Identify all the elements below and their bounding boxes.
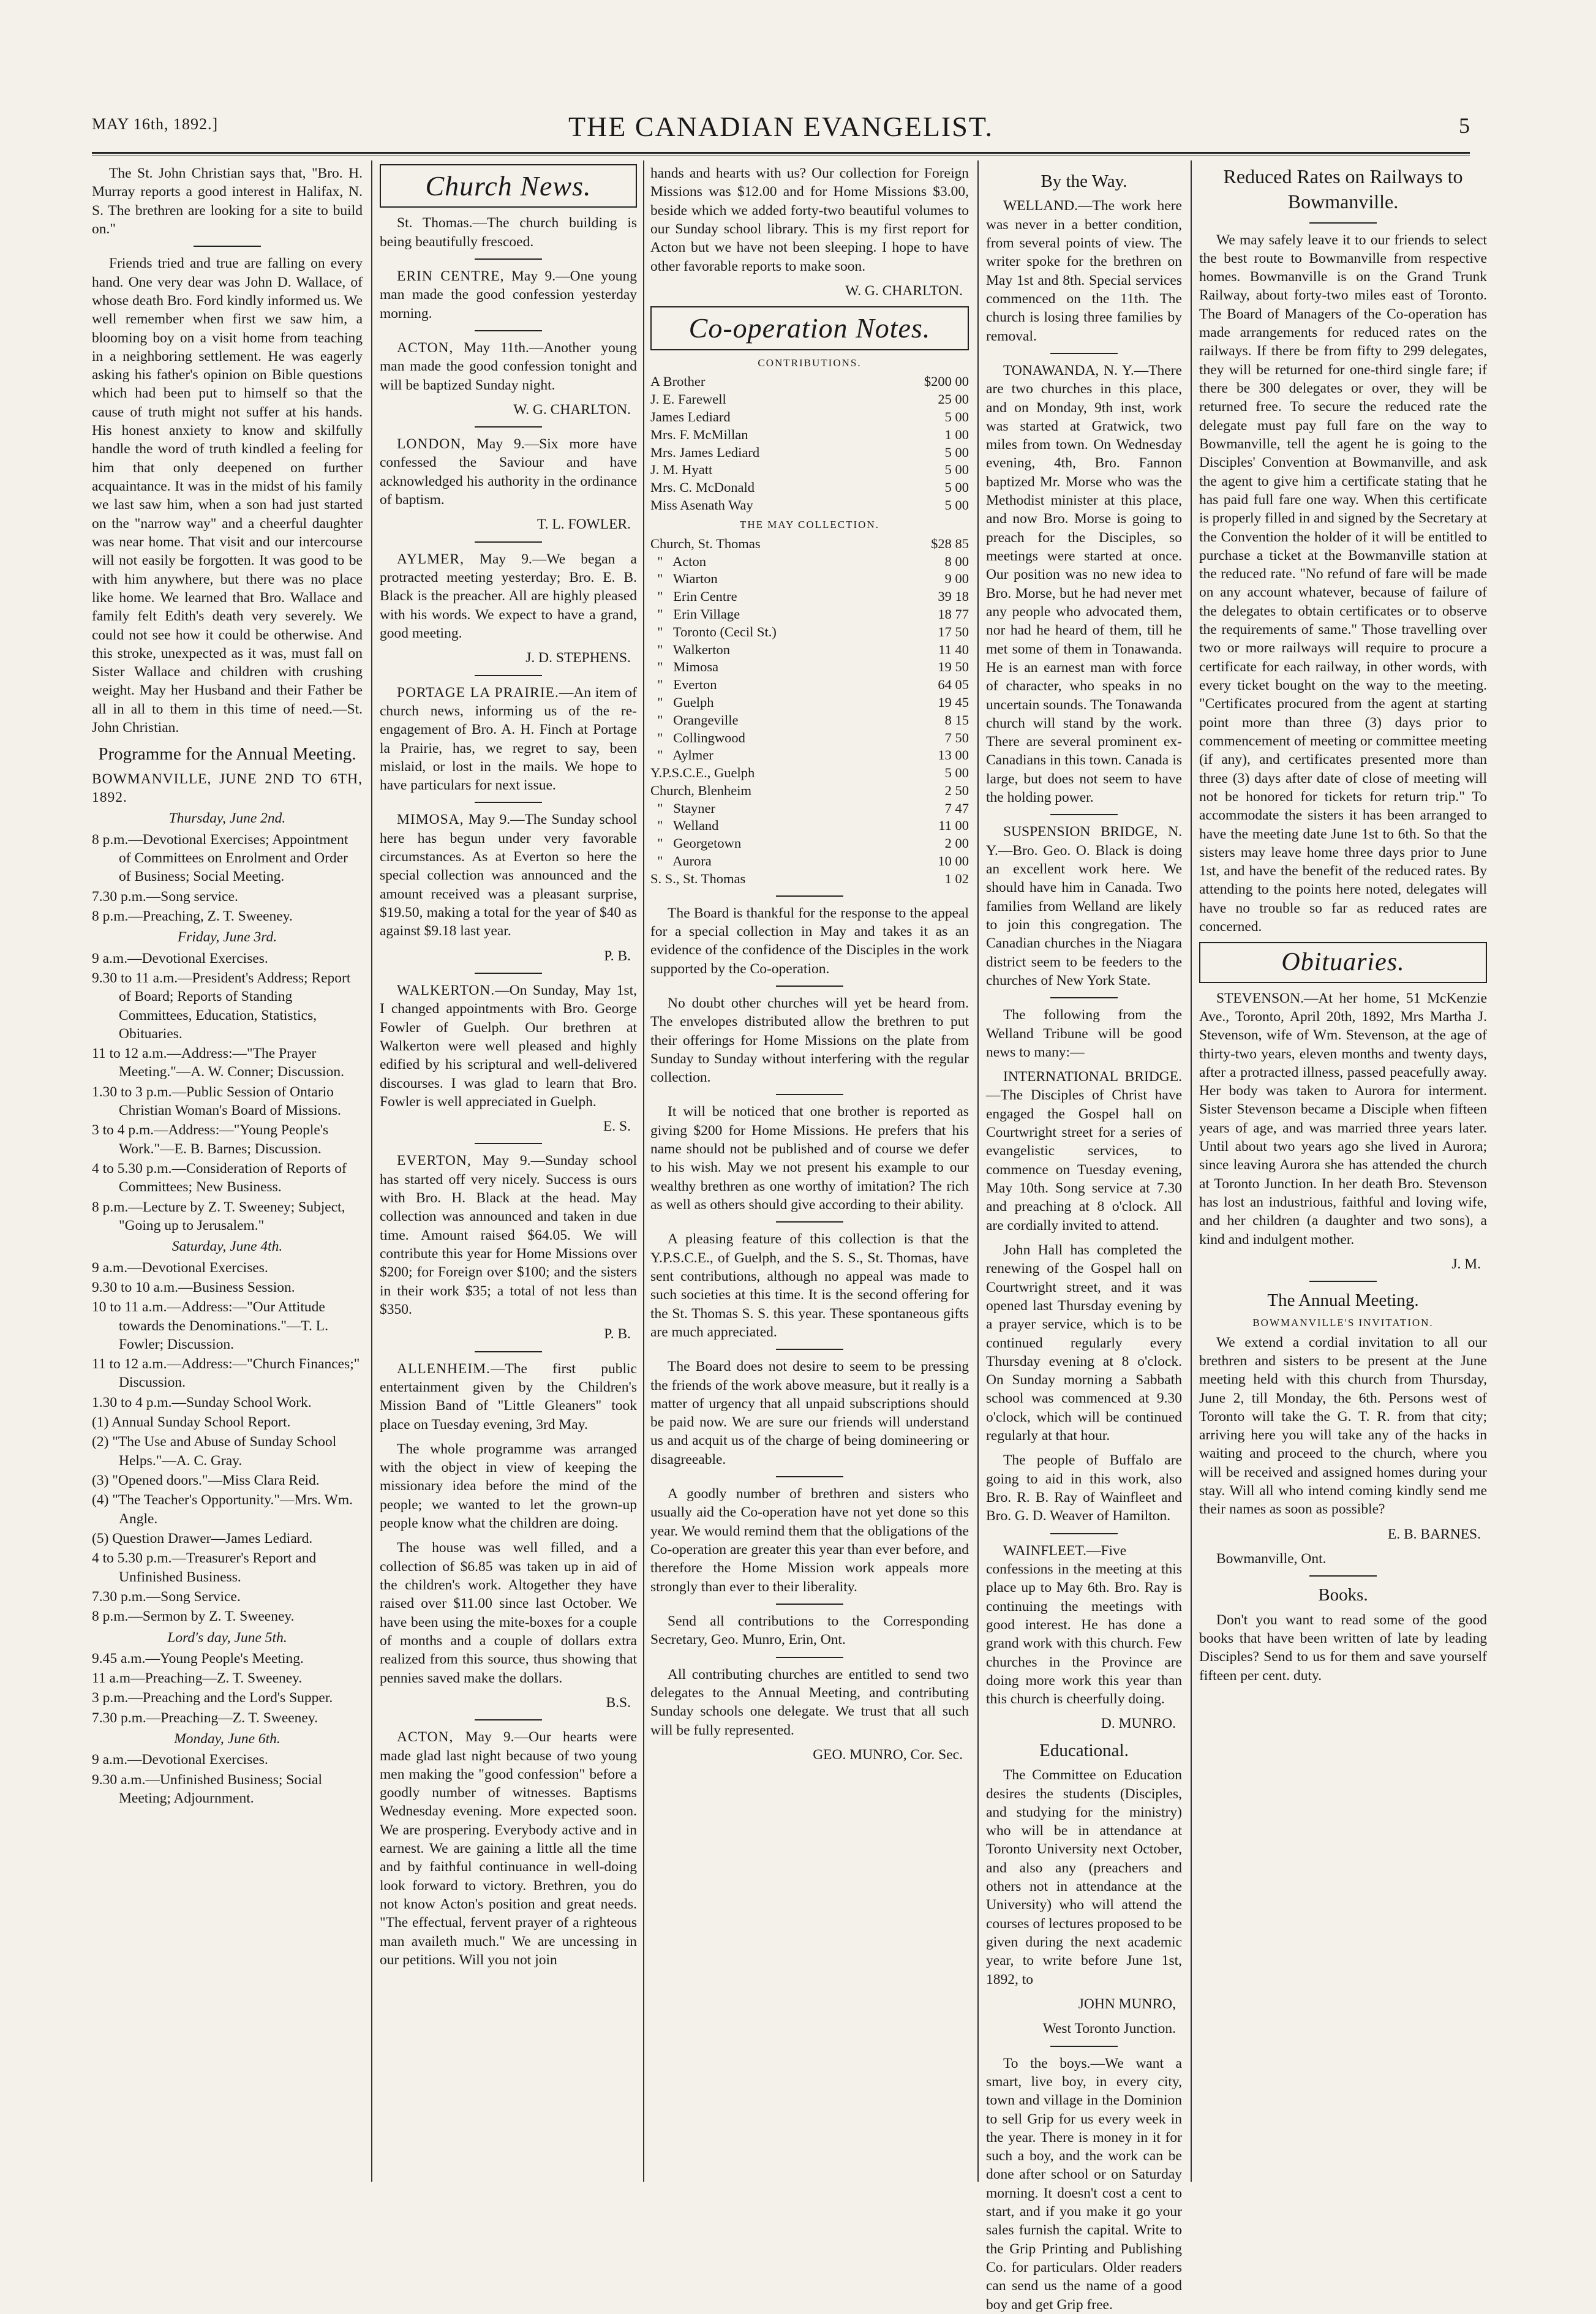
contributor-name: " Erin Village (650, 606, 740, 622)
contributor-name: " Erin Centre (650, 589, 737, 605)
column-4 (986, 164, 1182, 2313)
separator (776, 895, 843, 897)
programme-item: 9 a.m.—Devotional Exercises. (92, 1259, 268, 1276)
news-signature: J. D. STEPHENS. (525, 650, 631, 666)
annual-meeting-signature: E. B. BARNES. (1387, 1526, 1481, 1542)
contribution-amount: 11 40 (938, 641, 969, 657)
separator (475, 330, 542, 331)
contribution-amount: 18 77 (938, 606, 969, 622)
obituary-signature: J. M. (1451, 1256, 1481, 1272)
contribution-amount: 19 50 (938, 659, 969, 675)
btw-paragraph: The people of Buffalo are going to aid in this work, also Bro. R. B. Ray of Wainfleet and Bro. G. D. Weaver of Hamilton. (986, 1452, 1182, 1524)
contribution-amount: 1 02 (944, 870, 969, 886)
news-item (380, 1360, 637, 1434)
programme-dateline: BOWMANVILLE, JUNE 2ND TO 6TH, 1892. (92, 771, 363, 806)
contributor-name: Mrs. C. McDonald (650, 480, 755, 496)
news-item (380, 810, 637, 965)
news-item (380, 550, 637, 668)
contribution-amount: $200 00 (924, 374, 969, 390)
contribution-amount: 39 18 (938, 589, 969, 605)
programme-item: 1.30 to 4 p.m.—Sunday School Work. (92, 1394, 312, 1411)
boys-notice: To the boys.—We want a smart, live boy, in every city, town and village in the Dominion to sell Grip for us every week in the year. There is money in it for such a boy, and the work can be done after school or on Saturday morning. It doesn't cost a cent to start, and if you make it go your sales furnish the capital. Write to the Grip Printing and Publishing Co. for particulars. Older readers can send us the name of a good boy and get Grip free. (986, 2055, 1182, 2313)
contribution-amount: 10 00 (938, 853, 969, 869)
separator (1050, 814, 1118, 815)
separator (776, 1657, 843, 1658)
separator (475, 258, 542, 260)
contribution-row (650, 782, 969, 800)
separator (475, 675, 542, 676)
may-collection-list (650, 535, 969, 888)
separator (1309, 1575, 1377, 1577)
separator (1050, 353, 1118, 354)
cooperation-banner (650, 306, 969, 350)
contribution-amount: 19 45 (938, 694, 969, 710)
contributor-name: " Stayner (650, 800, 716, 816)
btw-paragraph: WAINFLEET.—Five confessions in the meeting at this place up to May 6th. Bro. Ray is continuing the meetings with good interest. He has done a grand work with this church. Few churches in the Province are doing more work this year than this church is cheerfully doing. (986, 1542, 1182, 1708)
programme-item: 8 p.m.—Lecture by Z. T. Sweeney; Subject, "Going up to Jerusalem." (92, 1199, 345, 1234)
separator (776, 1604, 843, 1605)
programme-item: (5) Question Drawer—James Lediard. (92, 1530, 313, 1547)
contribution-row (650, 624, 969, 641)
contribution-amount: 5 00 (944, 444, 969, 460)
acton-continued: hands and hearts with us? Our collection for Foreign Missions was $12.00 and for Home Missions $3.00, beside which we added forty-two beautiful volumes to our Sunday school library. This is my first report for Acton but we have not been sleeping. I hope to have other favorable reports to make soon. (650, 165, 969, 274)
contribution-amount: 7 47 (944, 800, 969, 816)
column-3 (650, 164, 969, 2185)
issue-date: MAY 16th, 1892.] (92, 115, 219, 133)
programme-item: (1) Annual Sunday School Report. (92, 1414, 291, 1431)
may-collection-heading: THE MAY COLLECTION. (740, 518, 879, 530)
programme-item: (2) "The Use and Abuse of Sunday School Helps."—A. C. Gray. (92, 1434, 337, 1469)
btw-paragraph: John Hall has completed the renewing of the Gospel hall on Courtwright street, and it was opened last Thursday evening by a prayer service, which is to be continued regularly every Thursday evening at 8 o'clock. On Sunday morning a Sabbath school was commenced at 9.30 o'clock, which will be continued regularly at that hour. (986, 1242, 1182, 1444)
contribution-amount: 5 00 (944, 480, 969, 496)
separator (1309, 1281, 1377, 1282)
by-the-way-title: By the Way. (1041, 171, 1127, 191)
separator (475, 1719, 542, 1720)
educational-text: The Committee on Education desires the students (Disciples, and studying for the ministry) who will be in attendance at Toronto University next October, and also any (preachers and others not in attendance at the University) who will attend the courses of lectures proposed to be given during the next academic year, to write before June 1st, 1892, to (986, 1767, 1182, 1988)
contributor-name: Church, St. Thomas (650, 535, 761, 551)
btw-paragraph: WELLAND.—The work here was never in a better condition, from several points of view. The writer spoke for the brethren on May 1st and 8th. Special services commenced on the 11th. The church is losing three families by removal. (986, 198, 1182, 344)
coop-paragraph: The Board is thankful for the response to the appeal for a special collection in May and takes it as an evidence of the confidence of the Disciples in the work supported by the Co-operation. (650, 905, 969, 977)
contribution-row (650, 676, 969, 694)
obituaries-title: Obituaries. (1281, 948, 1405, 977)
news-item (380, 684, 637, 795)
contribution-row (650, 391, 969, 409)
page-number: 5 (1459, 113, 1470, 138)
column-divider (1191, 160, 1192, 2182)
column-divider (371, 160, 372, 2182)
btw-signature: D. MUNRO. (1101, 1716, 1176, 1732)
contribution-row (650, 729, 969, 747)
coop-paragraph: All contributing churches are entitled to send two delegates to the Annual Meeting, and contributing Sunday schools one delegate. We trust that all such will be fully represented. (650, 1666, 969, 1738)
contribution-amount: 7 50 (944, 729, 969, 745)
programme-item: 11 a.m—Preaching—Z. T. Sweeney. (92, 1670, 303, 1687)
news-text: —The first public entertainment given by the Children's Mission Band of "Little Gleaners" took place on Tuesday evening, 3rd May. (380, 1360, 637, 1433)
news-item (380, 1728, 637, 1969)
contributor-name: J. E. Farewell (650, 391, 726, 407)
coop-paragraph: Send all contributions to the Corresponding Secretary, Geo. Munro, Erin, Ont. (650, 1613, 969, 1648)
reduced-rates-title: Reduced Rates on Railways to Bowmanville. (1223, 165, 1463, 213)
news-dateline: PORTAGE LA PRAIRIE. (397, 684, 559, 701)
separator (776, 986, 843, 987)
educational-signature: JOHN MUNRO, (1078, 1996, 1176, 2012)
contributor-name: " Orangeville (650, 712, 739, 728)
separator (776, 1476, 843, 1477)
contribution-row (650, 606, 969, 624)
btw-paragraph: SUSPENSION BRIDGE, N. Y.—Bro. Geo. O. Black is doing an excellent work here. We should have him in Canada. Two families from Welland are likely to join this congregation. The Canadian churches in the Niagara district seem to be feeders to the churches of New York State. (986, 824, 1182, 989)
contributor-name: " Collingwood (650, 729, 745, 745)
contribution-row (650, 461, 969, 479)
contribution-amount: 9 00 (944, 571, 969, 587)
contribution-row (650, 641, 969, 659)
news-dateline: LONDON, (397, 436, 466, 453)
coop-signature: GEO. MUNRO, Cor. Sec. (813, 1746, 963, 1763)
news-text: —An item of church news, informing us of the re-engagement of Bro. A. H. Finch at Portage la Prairie, has, we regret to say, been mislaid, or lost in the mails. We hope to have particulars for next issue. (380, 684, 637, 794)
programme-item: 9 a.m.—Devotional Exercises. (92, 1752, 268, 1768)
educational-signature-place: West Toronto Junction. (1042, 2021, 1176, 2037)
contribution-amount: 1 00 (944, 426, 969, 442)
news-dateline: ACTON, (397, 1729, 454, 1746)
programme-item: 7.30 p.m.—Song Service. (92, 1588, 241, 1605)
contributor-name: " Wiarton (650, 571, 718, 587)
programme-item: 11 to 12 a.m.—Address:—"The Prayer Meeting."—A. W. Conner; Discussion. (92, 1046, 344, 1080)
masthead-title: THE CANADIAN EVANGELIST. (568, 111, 994, 142)
column-5 (1199, 164, 1487, 2185)
news-item (380, 267, 637, 323)
news-text: May 9.—One young man made the good confession yesterday morning. (380, 268, 638, 322)
news-signature: T. L. FOWLER. (537, 516, 631, 533)
contribution-amount: 5 00 (944, 497, 969, 513)
day-heading: Lord's day, June 5th. (167, 1629, 287, 1646)
news-signature: E. S. (603, 1118, 631, 1135)
separator (1050, 997, 1118, 998)
btw-paragraph: The following from the Welland Tribune will be good news to many:— (986, 1007, 1182, 1060)
separator (1050, 2046, 1118, 2047)
contribution-amount: 17 50 (938, 624, 969, 639)
news-dateline: WALKERTON. (397, 982, 495, 998)
annual-meeting-subtitle: BOWMANVILLE'S INVITATION. (1252, 1316, 1434, 1328)
separator (475, 973, 542, 974)
contribution-row (650, 870, 969, 888)
contributor-name: " Mimosa (650, 659, 719, 675)
contributor-name: " Aurora (650, 853, 712, 869)
programme-item: 8 p.m.—Preaching, Z. T. Sweeney. (92, 908, 293, 924)
programme-item: 10 to 11 a.m.—Address:—"Our Attitude towards the Denominations."—T. L. Fowler; Discussion. (92, 1299, 329, 1352)
contribution-row (650, 570, 969, 588)
contributor-name: Miss Asenath Way (650, 497, 753, 513)
programme-item: 3 p.m.—Preaching and the Lord's Supper. (92, 1690, 333, 1706)
news-dateline: ALLENHEIM. (397, 1360, 491, 1377)
news-item (380, 1440, 637, 1533)
column-2 (380, 164, 637, 2185)
column-divider (977, 160, 979, 2182)
programme-item: (3) "Opened doors."—Miss Clara Reid. (92, 1472, 320, 1489)
contribution-row (650, 588, 969, 606)
contribution-amount: 5 00 (944, 462, 969, 478)
contribution-amount: 8 00 (944, 553, 969, 569)
separator (475, 541, 542, 543)
column-divider (643, 160, 644, 2182)
contribution-row (650, 444, 969, 462)
contribution-row (650, 835, 969, 853)
contributor-name: J. M. Hyatt (650, 462, 713, 478)
contribution-amount: 13 00 (938, 747, 969, 763)
contributor-name: " Guelph (650, 694, 714, 710)
news-item (380, 435, 637, 534)
separator (776, 1094, 843, 1095)
contribution-row (650, 497, 969, 514)
programme-item: 3 to 4 p.m.—Address:—"Young People's Work."—E. B. Barnes; Discussion. (92, 1122, 329, 1157)
news-text: May 9.—Sunday school has started off very nicely. Success is ours with Bro. H. Black at the head. May collection was announced and taken in due time. Amount raised $64.05. We will contribute this year for Home Missions over $200; for Foreign over $100; and the sisters in their work $35; a total of not less than $350. (380, 1153, 637, 1317)
news-signature: B.S. (606, 1694, 631, 1711)
contribution-row (650, 764, 969, 782)
separator (475, 426, 542, 428)
contribution-row (650, 712, 969, 729)
contributor-name: " Aylmer (650, 747, 713, 763)
contribution-amount: 5 00 (944, 765, 969, 781)
contribution-row (650, 409, 969, 426)
annual-meeting-title: The Annual Meeting. (1267, 1291, 1419, 1311)
cooperation-title: Co-operation Notes. (688, 312, 931, 344)
contribution-row (650, 694, 969, 712)
contribution-row (650, 658, 969, 676)
contribution-amount: $28 85 (931, 535, 969, 551)
books-text: Don't you want to read some of the good books that have been written of late by leading Disciples? Send to us for them and save yourself fifteen per cent. duty. (1199, 1611, 1487, 1684)
news-text: May 9.—Our hearts were made glad last night because of two young men making the "good confession" before a goodly number of witnesses. Baptisms Wednesday evening. More expected soon. We are prospering. Everybody active and in earnest. We are gaining a little all the time and by faithful continuance in well-doing look forward to victory. Brethren, you do not know Acton's position and great needs. "The effectual, fervent prayer of a righteous man availeth much." We are uncessing in our petitions. Will you not join (380, 1729, 638, 1968)
educational-title: Educational. (1039, 1740, 1129, 1760)
news-text: May 9.—We began a protracted meeting yesterday; Bro. E. B. Black is the preacher. All are highly pleased with his words. We expect to have a grand, good meeting. (380, 551, 637, 641)
programme-item: 9.30 to 11 a.m.—President's Address; Report of Board; Reports of Standing Committees, Education, Statistics, Obituaries. (92, 970, 351, 1042)
news-item (380, 981, 637, 1136)
separator (194, 246, 261, 247)
news-text: St. Thomas.—The church building is being beautifully frescoed. (380, 215, 637, 250)
contributor-name: Mrs. James Lediard (650, 444, 760, 460)
contribution-row (650, 426, 969, 444)
btw-paragraph: TONAWANDA, N. Y.—There are two churches in this place, and on Monday, 9th inst, work was started at Gratwick, two miles from town. On Wednesday evening, 4th, Bro. Fannon baptized Mr. Morse who was the Methodist minister at this place, and now Bro. Morse is going to preach for the Disciples, so meetings were started at once. Our position was no new idea to Bro. Morse, but he had never met any people who advocated them, nor had he heard of them, till he met some of them in Tonawanda. He is an earnest man with force of character, who speaks in no uncertain sounds. The Tonawanda church will stand by the work. There are several prominent ex-Canadians in this town. Canada is large, but does not seem to have the holding power. (986, 362, 1182, 806)
contribution-row (650, 535, 969, 553)
btw-paragraph: INTERNATIONAL BRIDGE.—The Disciples of Christ have engaged the Gospel hall on Courtwright street for a series of evangelistic services, to commence on Tuesday evening, May 10th. Song service at 7.30 and preaching at 8 o'clock. All are cordially invited to attend. (986, 1069, 1182, 1234)
wallace-article: Friends tried and true are falling on every hand. One very dear was John D. Wallace, of whose death Bro. Ford kindly informed us. We well remember when first we saw him, a blooming boy on a visit home from teaching in a neighboring settlement. He was eagerly asking his father's opinion on Bible questions which had been put to himself so that the cause of truth might not suffer at his hands. His honest anxiety to know and skilfully handle the word of truth kindled a feeling for him that only deepened on further acquaintance. It was in the midst of his family we last saw him, when a son had just started on the "narrow way" and a cheerful daughter was near home. That visit and our intercourse will not easily be forgotten. It was good to be with him anywhere, but there was no place like home. We learned that Bro. Wallace and family felt Edith's death very severely. We could not see how it could be otherwise. And this stroke, unexpected as it was, must fall on Sister Wallace and children with crushing weight. May her Husband and their Father be all in all to them in this time of need.—St. John Christian. (92, 255, 363, 736)
programme-item: 1.30 to 3 p.m.—Public Session of Ontario Christian Woman's Board of Missions. (92, 1084, 341, 1119)
contributor-name: A Brother (650, 374, 706, 390)
annual-meeting-text: We extend a cordial invitation to all our brethren and sisters to be present at the June meeting held with this church from Thursday, June 2, till Monday, the 6th. Persons west of Toronto will take the G. T. R. from that city; arriving here you will take any of the hacks in waiting and proceed to the church, where you will be received and assigned homes during your stay. Will all who intend coming kindly send me their names as soon as possible? (1199, 1334, 1487, 1518)
programme-item: 8 p.m.—Devotional Exercises; Appointment of Committees on Enrolment and Order of Business; Social Meeting. (92, 831, 348, 885)
contribution-row (650, 553, 969, 571)
news-text: —On Sunday, May 1st, I changed appointments with Bro. George Fowler of Guelph. Our brethren at Walkerton were well pleased and highly edified by his scriptural and well-delivered discourses. I was glad to learn that Bro. Fowler is well appreciated in Guelph. (380, 982, 637, 1110)
column-1 (92, 164, 363, 2185)
programme-item: 7.30 p.m.—Song service. (92, 888, 238, 905)
contribution-amount: 2 50 (944, 782, 969, 798)
news-item (380, 1539, 637, 1712)
contributor-name: James Lediard (650, 409, 731, 425)
contribution-amount: 5 00 (944, 409, 969, 425)
programme-item: 8 p.m.—Sermon by Z. T. Sweeney. (92, 1608, 295, 1625)
day-heading: Friday, June 3rd. (177, 929, 277, 946)
contributor-name: " Toronto (Cecil St.) (650, 624, 777, 639)
news-text: May 11th.—Another young man made the good confession tonight and will be baptized Sunday night. (380, 339, 637, 393)
contributions-heading: CONTRIBUTIONS. (758, 356, 862, 369)
contributor-name: " Acton (650, 553, 707, 569)
church-news-title: Church News. (425, 170, 592, 202)
separator (475, 802, 542, 803)
contribution-amount: 64 05 (938, 677, 969, 693)
books-title: Books. (1318, 1585, 1368, 1605)
contribution-row (650, 817, 969, 835)
programme-item: 9.45 a.m.—Young People's Meeting. (92, 1650, 304, 1667)
contributor-name: " Georgetown (650, 835, 742, 851)
separator (776, 1221, 843, 1223)
contributor-name: " Welland (650, 818, 719, 834)
contributor-name: Mrs. F. McMillan (650, 426, 748, 442)
news-dateline: ERIN CENTRE, (397, 268, 505, 284)
programme-item: 9.30 to 10 a.m.—Business Session. (92, 1279, 295, 1295)
separator (475, 1351, 542, 1352)
separator (475, 1143, 542, 1144)
contribution-amount: 2 00 (944, 835, 969, 851)
obituary-text: STEVENSON.—At her home, 51 McKenzie Ave., Toronto, April 20th, 1892, Mrs Martha J. Stevenson, wife of Wm. Stevenson, at the age of thirty-two years, eleven months and twenty days, after a protracted illness, passed peacefully away. Her body was taken to Aurora for interment. Sister Stevenson became a Disciple when fifteen years of age, and was married three years later. Until about two years ago she lived in Aurora; since leaving Aurora she has attended the church at Toronto Junction. In her death Bro. Stevenson has lost an industrious, faithful and loving wife, and her children (a daughter and two sons), a kind and indulgent mother. (1199, 990, 1487, 1248)
coop-paragraph: A goodly number of brethren and sisters who usually aid the Co-operation have not yet done so this year. We would remind them that the obligations of the Co-operation are greater this year than ever before, and therefore the Home Mission work appeals more strongly than ever to their liberality. (650, 1486, 969, 1595)
programme-item: (4) "The Teacher's Opportunity."—Mrs. Wm. Angle. (92, 1492, 353, 1527)
header-rule (92, 152, 1470, 154)
day-heading: Monday, June 6th. (174, 1731, 280, 1747)
news-text: The house was well filled, and a collection of $6.85 was taken up in aid of the children's work. Altogether they have raised over $11.00 since last October. We have been using the mite-boxes for a couple of months and a couple of dollars extra realized from this source, thus showing that pennies saved make the dollars. (380, 1540, 637, 1686)
reduced-rates-text: We may safely leave it to our friends to select the best route to Bowmanville from respective homes. Bowmanville is on the Grand Trunk Railway, about forty-two miles east of Toronto. The Board of Managers of the Co-operation has made arrangements for reduced rates on the railways. If there be from fifty to 299 delegates, they will be returned for one-third single fare; if there be 300 delegates or over, they will be returned free. To secure the reduced rate the delegate must pay full fare on the way to Bowmanville, tell the agent he is going to the Disciples' Convention at Bowmanville, and ask the agent to give him a certificate stating that he has paid full fare one way. When this certificate is properly filled in and signed by the Secretary at the Convention the holder of it will be entitled to purchase a ticket at the Bowmanville station at the reduced rate. "No refund of fare will be made on any account whatever, because of failure of the delegates to obtain certificates or to observe the requirements of same." Those travelling over two or more railways will require to procure a certificate for each railway, in other words, with every ticket bought on the way to the meeting. "Certificates procured from the agent at starting point more than three (3) days prior to commencement of meeting or committee meeting (if any), and certificates presented more than three (3) days after date of close of meeting will not be honored for tickets for return trip." To accommodate the sisters it has been arranged to have the meeting date June 1st to 6th. So that the sisters may leave home three days prior to June 1st, and have the benefit of the reduced rates. By attending to the points here noted, delegates will have no trouble so far as reduced rates are concerned. (1199, 232, 1487, 935)
contribution-row (650, 373, 969, 391)
contribution-row (650, 853, 969, 870)
church-news-banner (380, 164, 637, 208)
programme-item: 4 to 5.30 p.m.—Consideration of Reports of Committees; New Business. (92, 1161, 347, 1196)
coop-paragraph: No doubt other churches will yet be heard from. The envelopes distributed allow the brethren to put their offerings for Home Missions on the plate from Sunday to Sunday without interfering with the regular collection. (650, 995, 969, 1086)
separator (1050, 1533, 1118, 1534)
news-dateline: ACTON, (397, 339, 454, 356)
contribution-row (650, 479, 969, 497)
contribution-row (650, 747, 969, 764)
programme-item: 11 to 12 a.m.—Address:—"Church Finances;" Discussion. (92, 1356, 360, 1391)
news-dateline: MIMOSA, (397, 812, 464, 828)
news-item (380, 339, 637, 419)
programme-title: Programme for the Annual Meeting. (98, 744, 356, 764)
coop-paragraph: A pleasing feature of this collection is that the Y.P.S.C.E., of Guelph, and the S. S., St. Thomas, have sent contributions, although no appeal was made to such societies at this time. It is the second offering for the St. Thomas S. S. this year. These spontaneous gifts are much appreciated. (650, 1231, 969, 1340)
obituaries-banner (1199, 942, 1487, 982)
coop-paragraph: It will be noticed that one brother is reported as giving $200 for Home Missions. He prefers that his name should not be published and of course we defer to his wish. May we not present his example to our wealthy brethren as one worthy of imitation? The rich as well as others should give according to their ability. (650, 1104, 969, 1213)
coop-paragraph: The Board does not desire to seem to be pressing the friends of the work above measure, but it really is a matter of urgency that all unpaid subscriptions should be paid now. We are sure our friends will understand us and acquit us of the charge of being domineering or disagreeable. (650, 1359, 969, 1468)
news-item (380, 1151, 637, 1343)
annual-meeting-place: Bowmanville, Ont. (1216, 1551, 1327, 1567)
page-header (92, 110, 1470, 147)
contribution-amount: 8 15 (944, 712, 969, 728)
news-text: The whole programme was arranged with the object in view of keeping the missionary idea before the mind of the people; we wanted to let the grown-up people know what the children are doing. (380, 1441, 637, 1532)
acton-signature: W. G. CHARLTON. (845, 282, 963, 299)
news-text: May 9.—Six more have confessed the Saviour and have acknowledged his authority in the ordinance of baptism. (380, 436, 638, 508)
programme-item: 9.30 a.m.—Unfinished Business; Social Meeting; Adjournment. (92, 1771, 322, 1807)
news-text: May 9.—The Sunday school here has begun under very favorable circumstances. As at Everton so here the special collection was announced and the amount received was a pleasant surprise, $19.50, making a total for the year of $40 as against $9.18 last year. (380, 812, 638, 940)
programme-item: 4 to 5.30 p.m.—Treasurer's Report and Unfinished Business. (92, 1550, 317, 1585)
news-dateline: AYLMER, (397, 551, 464, 567)
programme-item: 9 a.m.—Devotional Exercises. (92, 950, 268, 967)
separator (776, 1349, 843, 1350)
contributor-name: S. S., St. Thomas (650, 870, 746, 886)
day-heading: Saturday, June 4th. (171, 1238, 283, 1255)
programme-item: 7.30 p.m.—Preaching—Z. T. Sweeney. (92, 1709, 318, 1726)
contribution-row (650, 800, 969, 818)
contributor-name: " Walkerton (650, 641, 731, 657)
contributor-name: Y.P.S.C.E., Guelph (650, 765, 755, 781)
day-heading: Thursday, June 2nd. (168, 810, 286, 827)
news-signature: W. G. CHARLTON. (513, 401, 631, 418)
news-signature: P. B. (604, 1326, 631, 1343)
intro-note: The St. John Christian says that, "Bro. H. Murray reports a good interest in Halifax, N. S. The brethren are looking for a site to build on." (92, 165, 363, 237)
contribution-amount: 11 00 (938, 818, 969, 834)
contributor-name: Church, Blenheim (650, 782, 751, 798)
separator (1309, 222, 1377, 224)
contributor-name: " Everton (650, 677, 717, 693)
news-item (380, 214, 637, 251)
contributions-list (650, 373, 969, 514)
news-signature: P. B. (604, 948, 631, 964)
news-dateline: EVERTON, (397, 1153, 472, 1169)
contribution-amount: 25 00 (938, 391, 969, 407)
